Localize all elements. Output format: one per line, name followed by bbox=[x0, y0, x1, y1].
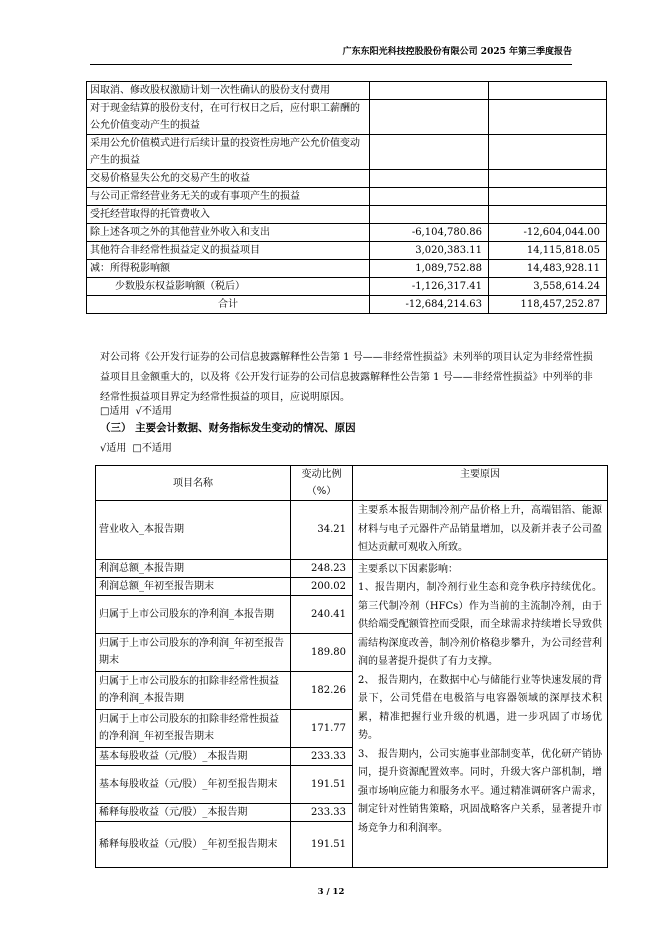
item-value-current bbox=[370, 206, 489, 224]
item-label: 合计 bbox=[87, 296, 370, 314]
note-text: 对公司将《公开发行证券的公司信息披露解释性公告第 1 号——非经常性损益》未列举的项目认定为非经常性损益项目且金额重大的，以及将《公开发行证券的公司信息披露解释性公告第 1 号——非经常性损益》中列举的非经常性损益项目界定为经常性损益的项目，应说明原因。 bbox=[100, 352, 593, 403]
item-value-current: -1,126,317.41 bbox=[370, 278, 489, 296]
change-ratio: 233.33 bbox=[291, 747, 353, 765]
table-row bbox=[87, 100, 607, 135]
item-value-current: 1,089,752.88 bbox=[370, 260, 489, 278]
page-header bbox=[90, 44, 572, 65]
item-label: 减：所得税影响额 bbox=[87, 260, 370, 278]
change-ratio: 233.33 bbox=[291, 803, 353, 821]
item-name: 稀释每股收益（元/股）_本报告期 bbox=[96, 803, 291, 821]
item-value-current: -12,684,214.63 bbox=[370, 296, 489, 314]
table-row bbox=[87, 278, 607, 296]
table-row bbox=[87, 206, 607, 224]
item-value-ytd bbox=[489, 170, 607, 188]
table-row bbox=[87, 82, 607, 100]
table-row bbox=[87, 188, 607, 206]
item-name: 基本每股收益（元/股）_本报告期 bbox=[96, 747, 291, 765]
item-value-ytd: -12,604,044.00 bbox=[489, 224, 607, 242]
reason-point-3: 3、 报告期内，公司实施事业部制变革，优化研产销协同，提升资源配置效率。同时，升级大客户部机制，增强市场响应能力和服务水平。通过精准调研客户需求，制定针对性销售策略，巩固战略客户关系，显著提升市场竞争力和利润率。 bbox=[358, 748, 602, 834]
item-label: 受托经营取得的托管费收入 bbox=[87, 206, 370, 224]
table-row bbox=[87, 260, 607, 278]
option-applicable: □适用 bbox=[100, 406, 130, 417]
change-ratio: 191.51 bbox=[291, 765, 353, 803]
section-title: （三） 主要会计数据、财务指标发生变动的情况、原因 bbox=[100, 422, 356, 434]
disclosure-note bbox=[100, 348, 598, 408]
item-name: 营业收入_本报告期 bbox=[96, 501, 291, 560]
item-name: 基本每股收益（元/股）_年初至报告期末 bbox=[96, 765, 291, 803]
item-label: 与公司正常经营业务无关的或有事项产生的损益 bbox=[87, 188, 370, 206]
option-not-applicable: □不适用 bbox=[132, 443, 172, 454]
header-row bbox=[96, 466, 608, 501]
header-change-ratio: 变动比例（%） bbox=[291, 466, 353, 501]
item-value-current bbox=[370, 135, 489, 170]
reason-point-2: 2、 报告期内，在数据中心与储能行业等快速发展的背景下，公司凭借在电极箔与电容器领域的深厚技术积累，精准把握行业升级的机遇，进一步巩固了市场优势。 bbox=[358, 674, 602, 741]
table-row bbox=[96, 501, 608, 560]
reason-profit bbox=[353, 559, 608, 867]
item-value-current bbox=[370, 100, 489, 135]
item-label: 对于现金结算的股份支付，在可行权日之后，应付职工薪酬的公允价值变动产生的损益 bbox=[87, 100, 370, 135]
item-name: 利润总额_本报告期 bbox=[96, 559, 291, 577]
item-value-current: 3,020,383.11 bbox=[370, 242, 489, 260]
item-value-ytd bbox=[489, 135, 607, 170]
change-ratio: 191.51 bbox=[291, 821, 353, 867]
item-value-current bbox=[370, 170, 489, 188]
item-name: 归属于上市公司股东的扣除非经常性损益的净利润_年初至报告期末 bbox=[96, 709, 291, 747]
item-label: 采用公允价值模式进行后续计量的投资性房地产公允价值变动产生的损益 bbox=[87, 135, 370, 170]
reason-point-1: 1、报告期内，制冷剂行业生态和竞争秩序持续优化。第三代制冷剂（HFCs）作为当前的主流制冷剂，由于供给端受配额管控而受限，而全球需求持续增长导致供需结构深度改善，制冷剂价格稳步攀升，为公司经营利润的显著提升提供了有力支撑。 bbox=[358, 582, 602, 667]
item-name: 归属于上市公司股东的净利润_年初至报告期末 bbox=[96, 633, 291, 671]
item-value-current: -6,104,780.86 bbox=[370, 224, 489, 242]
change-ratio: 34.21 bbox=[291, 501, 353, 560]
page-number: 3 / 12 bbox=[317, 887, 345, 897]
reason-revenue: 主要系本报告期制冷剂产品价格上升，高端铝箔、能源材料与电子元器件产品销量增加，以及新并表子公司盈恒达贡献可观收入所致。 bbox=[353, 501, 608, 560]
item-value-ytd: 118,457,252.87 bbox=[489, 296, 607, 314]
table-row bbox=[87, 135, 607, 170]
section-options bbox=[100, 442, 178, 456]
item-value-ytd bbox=[489, 82, 607, 100]
item-value-ytd bbox=[489, 188, 607, 206]
item-label: 除上述各项之外的其他营业外收入和支出 bbox=[87, 224, 370, 242]
item-label: 其他符合非经常性损益定义的损益项目 bbox=[87, 242, 370, 260]
table-row bbox=[87, 224, 607, 242]
table-row bbox=[96, 559, 608, 577]
option-not-applicable: √不适用 bbox=[135, 406, 172, 417]
report-title: 广东东阳光科技控股股份有限公司 2025 年第三季度报告 bbox=[342, 47, 572, 57]
item-label: 因取消、修改股权激励计划一次性确认的股份支付费用 bbox=[87, 82, 370, 100]
reason-intro: 主要系以下因素影响： bbox=[358, 563, 458, 575]
item-value-ytd bbox=[489, 100, 607, 135]
item-label: 少数股东权益影响额（税后） bbox=[87, 278, 370, 296]
option-applicable: √适用 bbox=[100, 443, 127, 454]
item-label: 交易价格显失公允的交易产生的收益 bbox=[87, 170, 370, 188]
change-ratio: 248.23 bbox=[291, 559, 353, 577]
item-name: 稀释每股收益（元/股）_年初至报告期末 bbox=[96, 821, 291, 867]
change-ratio: 171.77 bbox=[291, 709, 353, 747]
total-row bbox=[87, 296, 607, 314]
note-options bbox=[100, 405, 178, 419]
item-value-ytd: 14,483,928.11 bbox=[489, 260, 607, 278]
change-ratio: 189.80 bbox=[291, 633, 353, 671]
item-value-ytd bbox=[489, 206, 607, 224]
item-value-ytd: 14,115,818.05 bbox=[489, 242, 607, 260]
change-ratio: 200.02 bbox=[291, 577, 353, 595]
item-name: 归属于上市公司股东的扣除非经常性损益的净利润_本报告期 bbox=[96, 671, 291, 709]
item-name: 归属于上市公司股东的净利润_本报告期 bbox=[96, 595, 291, 633]
change-ratio: 182.26 bbox=[291, 671, 353, 709]
change-ratio: 240.41 bbox=[291, 595, 353, 633]
header-item-name: 项目名称 bbox=[96, 466, 291, 501]
table-row bbox=[87, 242, 607, 260]
item-value-current bbox=[370, 82, 489, 100]
header-main-reason: 主要原因 bbox=[353, 466, 608, 501]
change-reasons-table bbox=[95, 465, 608, 868]
item-value-current bbox=[370, 188, 489, 206]
table-row bbox=[87, 170, 607, 188]
item-name: 利润总额_年初至报告期末 bbox=[96, 577, 291, 595]
non-recurring-items-table bbox=[86, 81, 607, 314]
item-value-ytd: 3,558,614.24 bbox=[489, 278, 607, 296]
